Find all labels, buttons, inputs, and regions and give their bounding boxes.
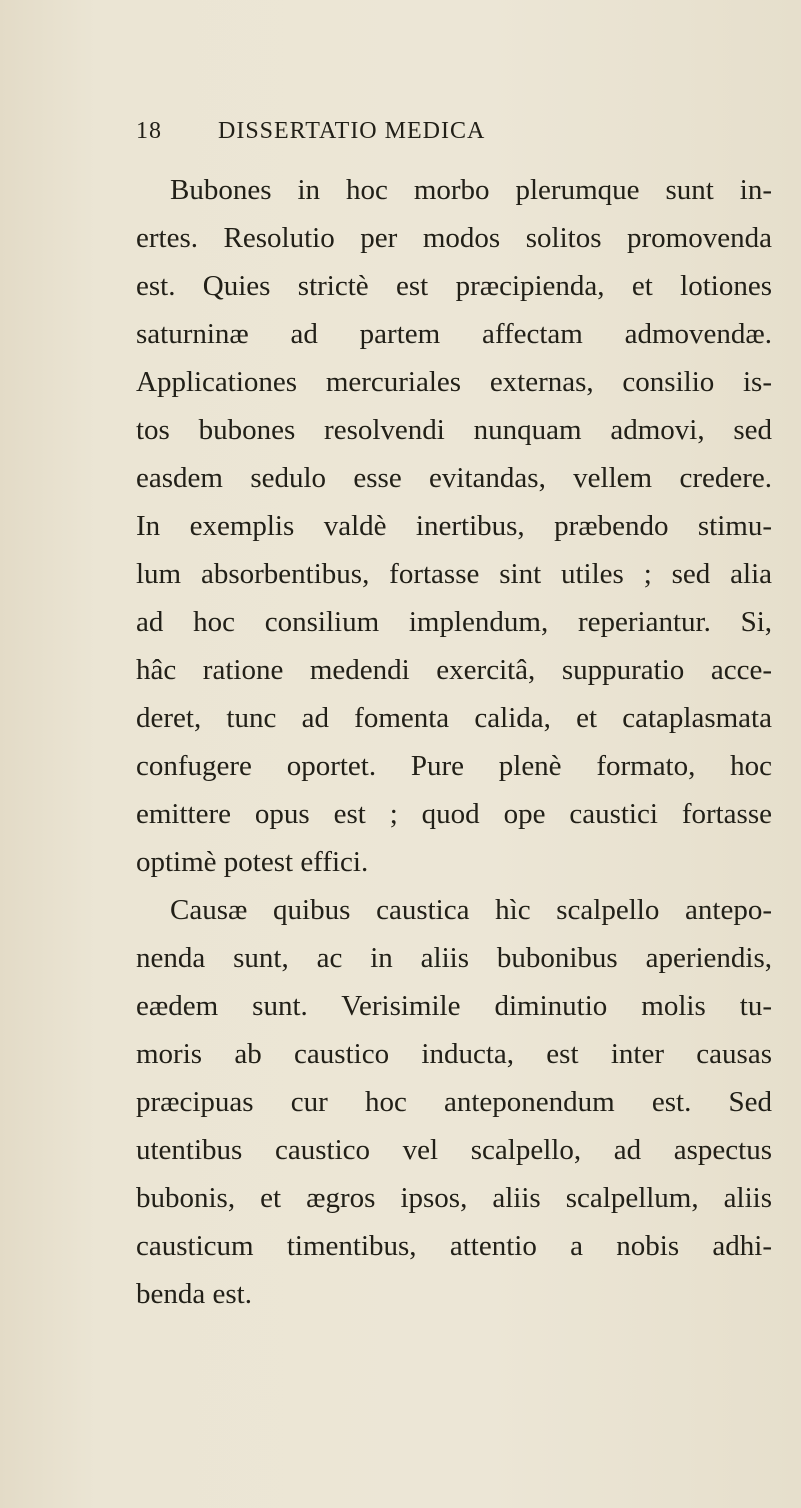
text-line: emittere opus est ; quod ope caustici fortasse <box>136 798 772 830</box>
text-line: confugere oportet. Pure plenè formato, hoc <box>136 750 772 782</box>
text-line: eædem sunt. Verisimile diminutio molis tu- <box>136 990 772 1022</box>
running-head: DISSERTATIO MEDICA <box>218 118 486 144</box>
text-line: easdem sedulo esse evitandas, vellem credere. <box>136 462 772 494</box>
text-line: Applicationes mercuriales externas, consilio is- <box>136 366 772 398</box>
text-line: In exemplis valdè inertibus, præbendo stimu- <box>136 510 772 542</box>
text-line: Causæ quibus caustica hìc scalpello antepo- <box>170 894 772 926</box>
text-line: causticum timentibus, attentio a nobis adhi- <box>136 1230 772 1262</box>
text-line: bubonis, et ægros ipsos, aliis scalpellum, aliis <box>136 1182 772 1214</box>
text-line: Bubones in hoc morbo plerumque sunt in- <box>170 174 772 206</box>
text-line: ad hoc consilium implendum, reperiantur. Si, <box>136 606 772 638</box>
body-text <box>136 166 772 1318</box>
text-line: optimè potest effici. <box>136 846 369 878</box>
text-line: hâc ratione medendi exercitâ, suppuratio acce- <box>136 654 772 686</box>
text-line: nenda sunt, ac in aliis bubonibus aperiendis, <box>136 942 772 974</box>
text-line: est. Quies strictè est præcipienda, et lotiones <box>136 270 772 302</box>
text-line: moris ab caustico inducta, est inter causas <box>136 1038 772 1070</box>
text-line: deret, tunc ad fomenta calida, et cataplasmata <box>136 702 772 734</box>
text-line: lum absorbentibus, fortasse sint utiles ; sed alia <box>136 558 772 590</box>
text-line: præcipuas cur hoc anteponendum est. Sed <box>136 1086 772 1118</box>
page-header <box>136 118 776 148</box>
page-number: 18 <box>136 118 162 144</box>
paragraph-1 <box>136 166 772 886</box>
text-line: utentibus caustico vel scalpello, ad aspectus <box>136 1134 772 1166</box>
text-line: saturninæ ad partem affectam admovendæ. <box>136 318 772 350</box>
text-line: ertes. Resolutio per modos solitos promovenda <box>136 222 772 254</box>
text-line: benda est. <box>136 1278 252 1310</box>
paragraph-2 <box>136 886 772 1318</box>
text-line: tos bubones resolvendi nunquam admovi, sed <box>136 414 772 446</box>
